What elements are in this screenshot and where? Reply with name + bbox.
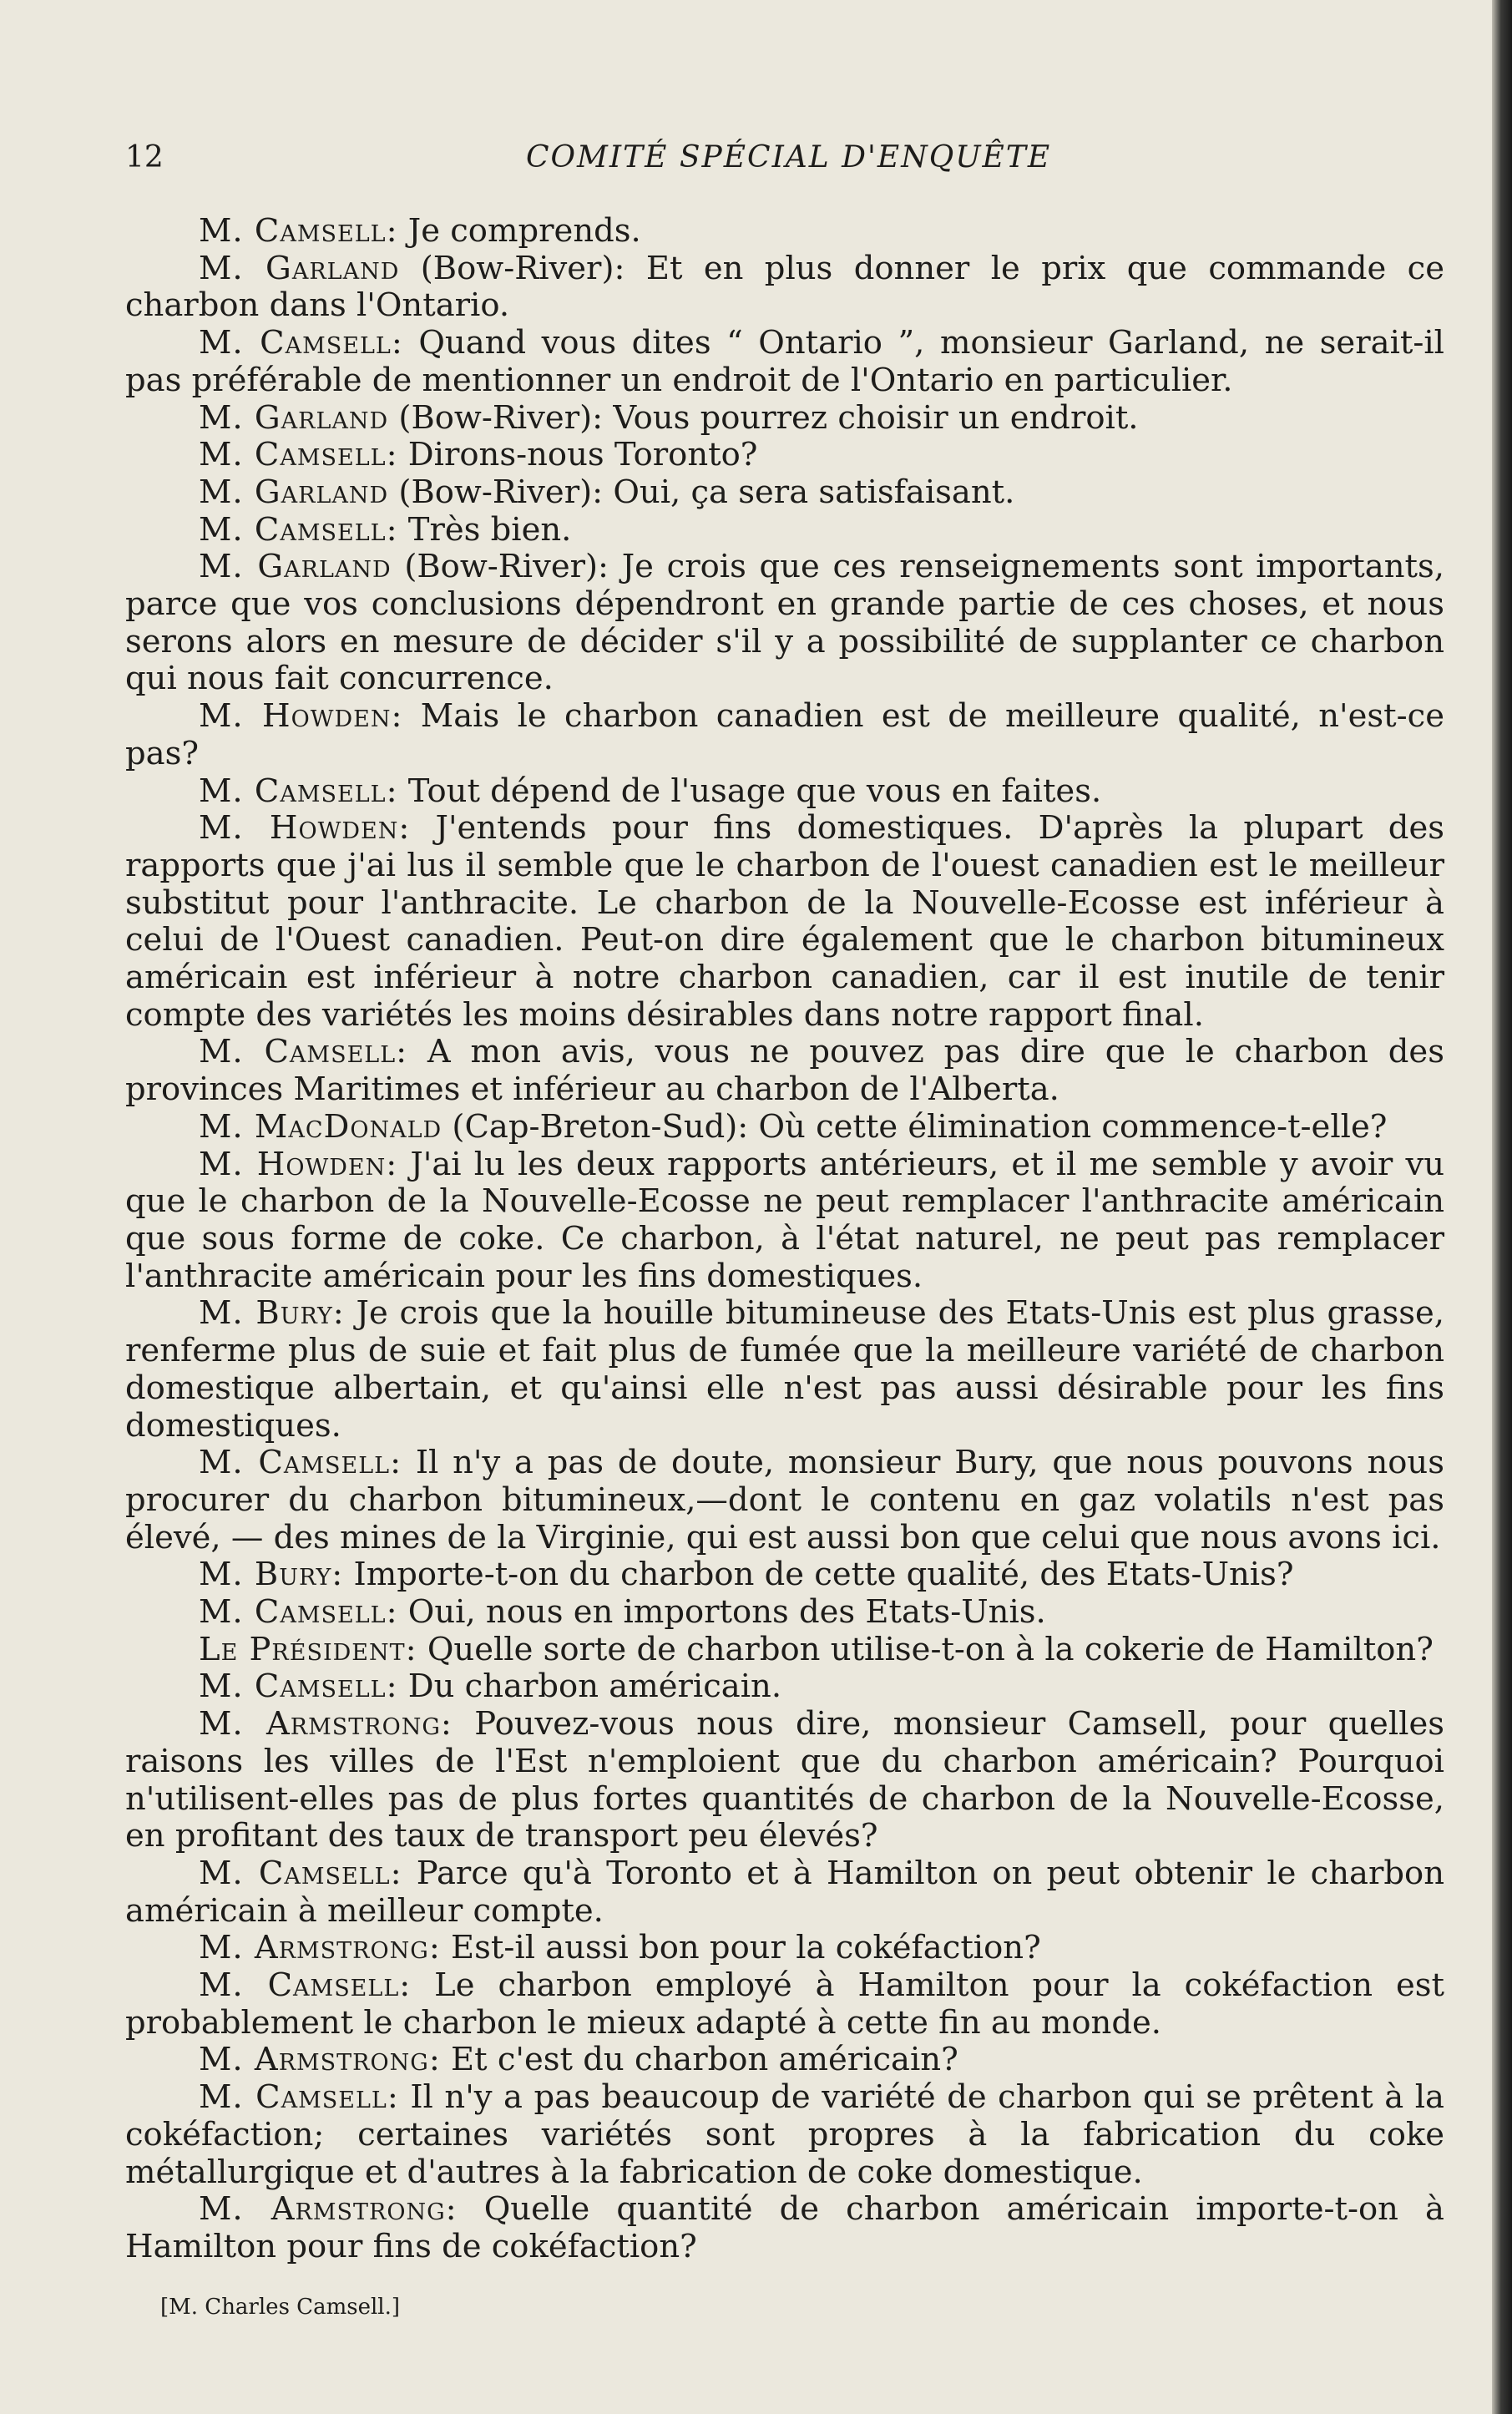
speaker-name: M. Camsell: [199, 1854, 402, 1892]
paragraph-text: Pouvez-vous nous dire, monsieur Camsell, pour quelles raisons les villes de l'Est n'emploient que du charbon américain? Pourquoi n'utilisent-elles pas de plus fortes quantités de charbon de la Nouvelle-Ecosse, en profitant des taux de transport peu élevés? [125, 1705, 1444, 1855]
speaker-name: M. Howden: [199, 697, 403, 736]
transcript-paragraph [125, 1855, 1444, 1930]
speaker-name: M. Armstrong: [199, 2041, 441, 2079]
transcript-paragraph [125, 1632, 1444, 1669]
paragraph-text: Importe-t-on du charbon de cette qualité, des Etats-Unis? [343, 1556, 1294, 1594]
paragraph-text: Le charbon employé à Hamilton pour la cokéfaction est probablement le charbon le mieux adapté à cette fin au monde. [125, 1966, 1444, 2042]
paragraph-text: Il n'y a pas beaucoup de variété de charbon qui se prêtent à la cokéfaction; certaines variétés sont propres à la fabrication du coke métallurgique et d'autres à la fabrication de coke domestique. [125, 2078, 1444, 2191]
transcript-paragraph [125, 1034, 1444, 1108]
speaker-name: M. Camsell: [199, 1444, 402, 1482]
paragraph-text: Mais le charbon canadien est de meilleure qualité, n'est-ce pas? [125, 697, 1445, 772]
paragraph-text: (Bow-River): Et en plus donner le prix que commande ce charbon dans l'Ontario. [125, 249, 1445, 325]
transcript-body [125, 213, 1444, 2266]
paragraph-text: Dirons-nous Toronto? [397, 436, 758, 474]
transcript-paragraph [125, 1594, 1444, 1632]
speaker-name: M. Camsell: [199, 1033, 408, 1071]
paragraph-text: Tout dépend de l'usage que vous en faites. [397, 772, 1102, 810]
paragraph-text: Quelle sorte de charbon utilise-t-on à la cokerie de Hamilton? [417, 1630, 1434, 1668]
paragraph-text: J'ai lu les deux rapports antérieurs, et il me semble y avoir vu que le charbon de la Nouvelle-Ecosse ne peut remplacer l'anthracite américain que sous forme de coke. Ce charbon, à l'état naturel, ne peut pas remplacer l'anthracite américain pour les fins domestiques. [125, 1145, 1444, 1295]
transcript-paragraph [125, 512, 1444, 549]
transcript-paragraph [125, 400, 1444, 438]
paragraph-text: Et c'est du charbon américain? [440, 2041, 958, 2079]
speaker-name: M. Armstrong: [199, 1929, 441, 1967]
page-number: 12 [125, 140, 164, 175]
paragraph-text: J'entends pour fins domestiques. D'après la plupart des rapports que j'ai lus il semble que le charbon de l'ouest canadien est le meilleur substitut pour l'anthracite. Le charbon de la Nouvelle-Ecosse est inférieur à celui de l'Ouest canadien. Peut-on dire également que le charbon bitumineux américain est inférieur à notre charbon canadien, car il est inutile de tenir compte des variétés les moins désirables dans notre rapport final. [125, 809, 1444, 1034]
speaker-name: M. Camsell: [199, 324, 403, 362]
paragraph-text: Je comprends. [397, 212, 641, 250]
transcript-paragraph [125, 325, 1444, 399]
speaker-name: M. Camsell: [199, 212, 398, 250]
speaker-name: M. Camsell: [199, 1668, 398, 1706]
transcript-paragraph [125, 698, 1444, 772]
transcript-paragraph [125, 1295, 1444, 1445]
paragraph-text: A mon avis, vous ne pouvez pas dire que le charbon des provinces Maritimes et inférieur au charbon de l'Alberta. [125, 1033, 1444, 1109]
speaker-name: M. Camsell: [199, 510, 398, 549]
transcript-paragraph [125, 474, 1444, 512]
paragraph-text: (Bow-River): Vous pourrez choisir un endroit. [388, 398, 1139, 437]
speaker-name: M. Bury: [199, 1294, 345, 1333]
paragraph-text: Très bien. [397, 510, 572, 549]
transcript-paragraph [125, 1556, 1444, 1594]
transcript-paragraph [125, 2191, 1444, 2265]
transcript-paragraph [125, 1109, 1444, 1146]
speaker-name: M. Armstrong: [199, 1705, 453, 1743]
paragraph-text: Oui, nous en importons des Etats-Unis. [397, 1593, 1046, 1632]
transcript-paragraph [125, 1146, 1444, 1296]
transcript-paragraph [125, 2042, 1444, 2079]
paragraph-text: Quelle quantité de charbon américain importe-t-on à Hamilton pour fins de cokéfaction? [125, 2190, 1445, 2265]
transcript-paragraph [125, 2079, 1444, 2191]
transcript-paragraph [125, 1967, 1444, 2042]
speaker-name: Le Président: [199, 1630, 417, 1668]
speaker-name: M. Camsell: [199, 1593, 398, 1632]
speaker-name: M. Garland [199, 398, 389, 437]
paragraph-text: Du charbon américain. [397, 1668, 782, 1706]
speaker-name: M. Howden: [199, 1145, 398, 1183]
transcript-paragraph [125, 437, 1444, 474]
paragraph-text: Je crois que la houille bitumineuse des Etats-Unis est plus grasse, renferme plus de suie et fait plus de fumée que la meilleure variété de charbon domestique albertain, et qu'ainsi elle n'est pas aussi désirable pour les fins domestiques. [125, 1294, 1444, 1445]
page-header [125, 140, 1444, 190]
paragraph-text: (Cap-Breton-Sud): Où cette élimination commence-t-elle? [442, 1107, 1388, 1146]
speaker-name: M. Camsell: [199, 436, 398, 474]
paragraph-text: Est-il aussi bon pour la cokéfaction? [440, 1929, 1041, 1967]
transcript-paragraph [125, 1706, 1444, 1855]
speaker-name: M. Garland [199, 548, 392, 586]
speaker-name: M. Garland [199, 473, 389, 511]
speaker-name: M. Camsell: [199, 772, 398, 810]
running-head: COMITÉ SPÉCIAL D'ENQUÊTE [526, 140, 1052, 175]
paragraph-text: Il n'y a pas de doute, monsieur Bury, que nous pouvons nous procurer du charbon bitumineux,—dont le contenu en gaz volatils n'est pas élevé, — des mines de la Virginie, qui est aussi bon que celui que nous avons ici. [125, 1444, 1444, 1556]
transcript-paragraph [125, 251, 1444, 325]
transcript-paragraph [125, 1445, 1444, 1556]
paragraph-text: (Bow-River): Je crois que ces renseignements sont importants, parce que vos conclusions dépendront en grande partie de ces choses, et nous serons alors en mesure de décider s'il y a possibilité de supplanter ce charbon qui nous fait concurrence. [125, 548, 1444, 698]
transcript-paragraph [125, 1930, 1444, 1967]
transcript-paragraph [125, 773, 1444, 811]
paragraph-text: Quand vous dites “ Ontario ”, monsieur Garland, ne serait-il pas préférable de mentionner un endroit de l'Ontario en particulier. [125, 324, 1444, 399]
transcript-paragraph [125, 549, 1444, 698]
speaker-name: M. MacDonald [199, 1107, 442, 1146]
paragraph-text: (Bow-River): Oui, ça sera satisfaisant. [388, 473, 1015, 511]
transcript-paragraph [125, 810, 1444, 1034]
speaker-name: M. Bury: [199, 1556, 344, 1594]
transcript-paragraph [125, 213, 1444, 251]
speaker-footnote: [M. Charles Camsell.] [160, 2295, 400, 2320]
transcript-paragraph [125, 1668, 1444, 1706]
paragraph-text: Parce qu'à Toronto et à Hamilton on peut obtenir le charbon américain à meilleur compte. [125, 1854, 1444, 1930]
speaker-name: M. Camsell: [199, 2078, 399, 2117]
speaker-name: M. Armstrong: [199, 2190, 458, 2229]
speaker-name: M. Camsell: [199, 1966, 412, 2005]
speaker-name: M. Garland [199, 249, 400, 287]
book-spine-shadow [1492, 0, 1512, 2414]
speaker-name: M. Howden: [199, 809, 411, 848]
